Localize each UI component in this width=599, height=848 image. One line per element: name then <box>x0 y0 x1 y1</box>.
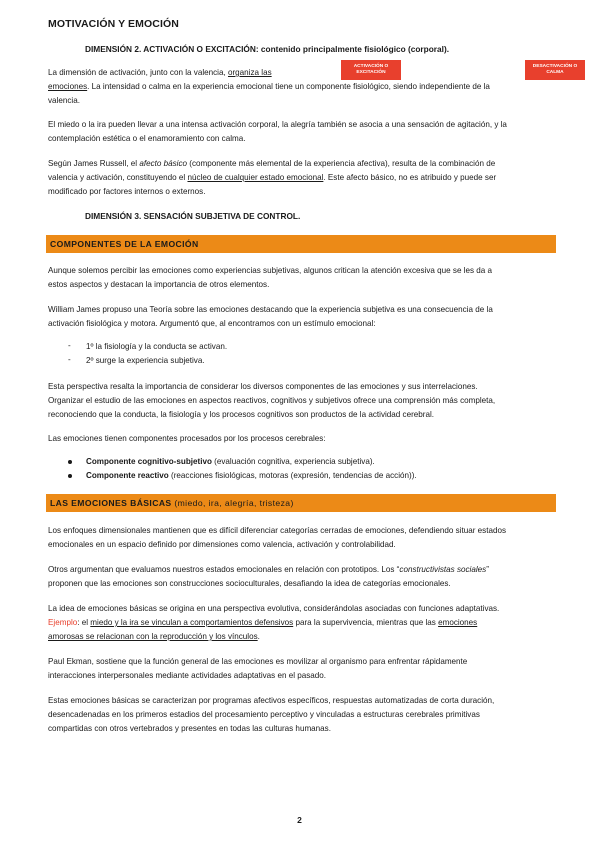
paragraph-subjective-line1: Aunque solemos percibir las emociones como experiencias subjetivas, algunos critican la atención excesiva que se les da a <box>48 266 493 275</box>
dimension-2-heading: DIMENSIÓN 2. ACTIVACIÓN O EXCITACIÓN: contenido principalmente fisiológico (corporal). <box>85 44 450 54</box>
paragraph-activation-line1: La dimensión de activación, junto con la valencia, organiza las <box>48 68 272 77</box>
paragraph-dimensional-line1: Los enfoques dimensionales mantienen que es difícil diferenciar categorías cerradas de emociones, defendiendo situar estados <box>48 526 507 535</box>
paragraph-characteristics-line2: desencadenadas en los primeros estadios del procesamiento perceptivo y vinculadas a estructuras cerebrales primitivas <box>48 710 480 719</box>
paragraph-prototypes-line1: Otros argumentan que evaluamos nuestros estados emocionales en relación con prototipos. Los “constructivistas sociales” <box>48 565 489 574</box>
section-bar-components <box>46 235 556 253</box>
paragraph-james-line1: William James propuso una Teoría sobre las emociones destacando que la experiencia subjetiva es una consecuencia de la <box>48 305 493 314</box>
page-number: 2 <box>297 815 302 825</box>
document-title: MOTIVACIÓN Y EMOCIÓN <box>48 18 179 30</box>
bullet-dot <box>68 474 72 478</box>
paragraph-ekman-line2: interacciones interpersonales mediante actividades adaptativas en el pasado. <box>48 671 327 680</box>
paragraph-characteristics-line3: compartidas con otros vertebrados y presentes en todas las culturas humanas. <box>48 724 331 733</box>
paragraph-subjective-line2: estos aspectos y destacan la importancia de otros elementos. <box>48 280 270 289</box>
paragraph-activation-line2: emociones. La intensidad o calma en la experiencia emocional tiene un componente fisiológico, siendo independiente de la <box>48 82 490 91</box>
list-item: Componente reactivo (reacciones fisiológicas, motoras (expresión, tendencias de acción)). <box>86 471 417 480</box>
paragraph-russell-line3: modificado por factores internos o externos. <box>48 187 206 196</box>
paragraph-james-line2: activación fisiológica y motora. Argumentó que, al encontramos con un estímulo emocional: <box>48 319 376 328</box>
list-item: 2º surge la experiencia subjetiva. <box>86 356 205 365</box>
paragraph-fear-line1: El miedo o la ira pueden llevar a una intensa activación corporal, la alegría también se asocia a una sensación de agitación, y la <box>48 120 507 129</box>
section-title-components: COMPONENTES DE LA EMOCIÓN <box>50 239 199 249</box>
list-item: Componente cognitivo-subjetivo (evaluación cognitiva, experiencia subjetiva). <box>86 457 375 466</box>
paragraph-russell-line1: Según James Russell, el afecto básico (componente más elemental de la experiencia afectiva), resulta de la combinación de <box>48 159 496 168</box>
bullet-dot <box>68 460 72 464</box>
section-title-basic-emotions: LAS EMOCIONES BÁSICAS (miedo, ira, alegría, tristeza) <box>50 498 294 508</box>
paragraph-evolutionary-line2: Ejemplo: el miedo y la ira se vinculan a comportamientos defensivos para la supervivencia, mientras que las emociones <box>48 618 478 627</box>
paragraph-perspective-line2: Organizar el estudio de las emociones en aspectos reactivos, cognitivos y subjetivos ofrece una comprensión más completa, <box>48 396 496 405</box>
paragraph-evolutionary-line1: La idea de emociones básicas se origina en una perspectiva evolutiva, considerándolas asociadas con funciones adaptativas. <box>48 604 500 613</box>
dash-marker: - <box>68 341 71 350</box>
paragraph-characteristics-line1: Estas emociones básicas se caracterizan por programas afectivos específicos, respuestas automatizadas de corta duración, <box>48 696 495 705</box>
paragraph-components-intro: Las emociones tienen componentes procesados por los procesos cerebrales: <box>48 434 326 443</box>
paragraph-russell-line2: valencia y activación, constituyendo el núcleo de cualquier estado emocional. Este afecto básico, no es atribuido y puede ser <box>48 173 497 182</box>
list-item: 1º la fisiología y la conducta se activan. <box>86 342 228 351</box>
paragraph-perspective-line1: Esta perspectiva resalta la importancia de considerar los diversos componentes de las emociones y sus interrelaciones. <box>48 382 478 391</box>
deactivation-tag: DESACTIVACIÓN O CALMA <box>525 60 585 80</box>
dash-marker: - <box>68 355 71 364</box>
paragraph-prototypes-line2: proponen que las emociones son construcciones socioculturales, desafiando la idea de categorías emocionales. <box>48 579 451 588</box>
paragraph-dimensional-line2: emocionales en un espacio definido por dimensiones como valencia, activación y controlabilidad. <box>48 540 396 549</box>
paragraph-fear-line2: contemplación estética o el enamoramiento con calma. <box>48 134 246 143</box>
paragraph-ekman-line1: Paul Ekman, sostiene que la función general de las emociones es movilizar al organismo para enfrentar rápidamente <box>48 657 468 666</box>
activation-tag: ACTIVACIÓN O EXCITACIÓN <box>341 60 401 80</box>
paragraph-perspective-line3: reconociendo que la conducta, la fisiología y los procesos cognitivos son productos de la actividad cerebral. <box>48 410 435 419</box>
dimension-3-heading: DIMENSIÓN 3. SENSACIÓN SUBJETIVA DE CONTROL. <box>85 211 301 221</box>
paragraph-evolutionary-line3: amorosas se relacionan con la reproducción y los vínculos. <box>48 632 260 641</box>
paragraph-activation-line3: valencia. <box>48 96 80 105</box>
section-bar-basic-emotions <box>46 494 556 512</box>
